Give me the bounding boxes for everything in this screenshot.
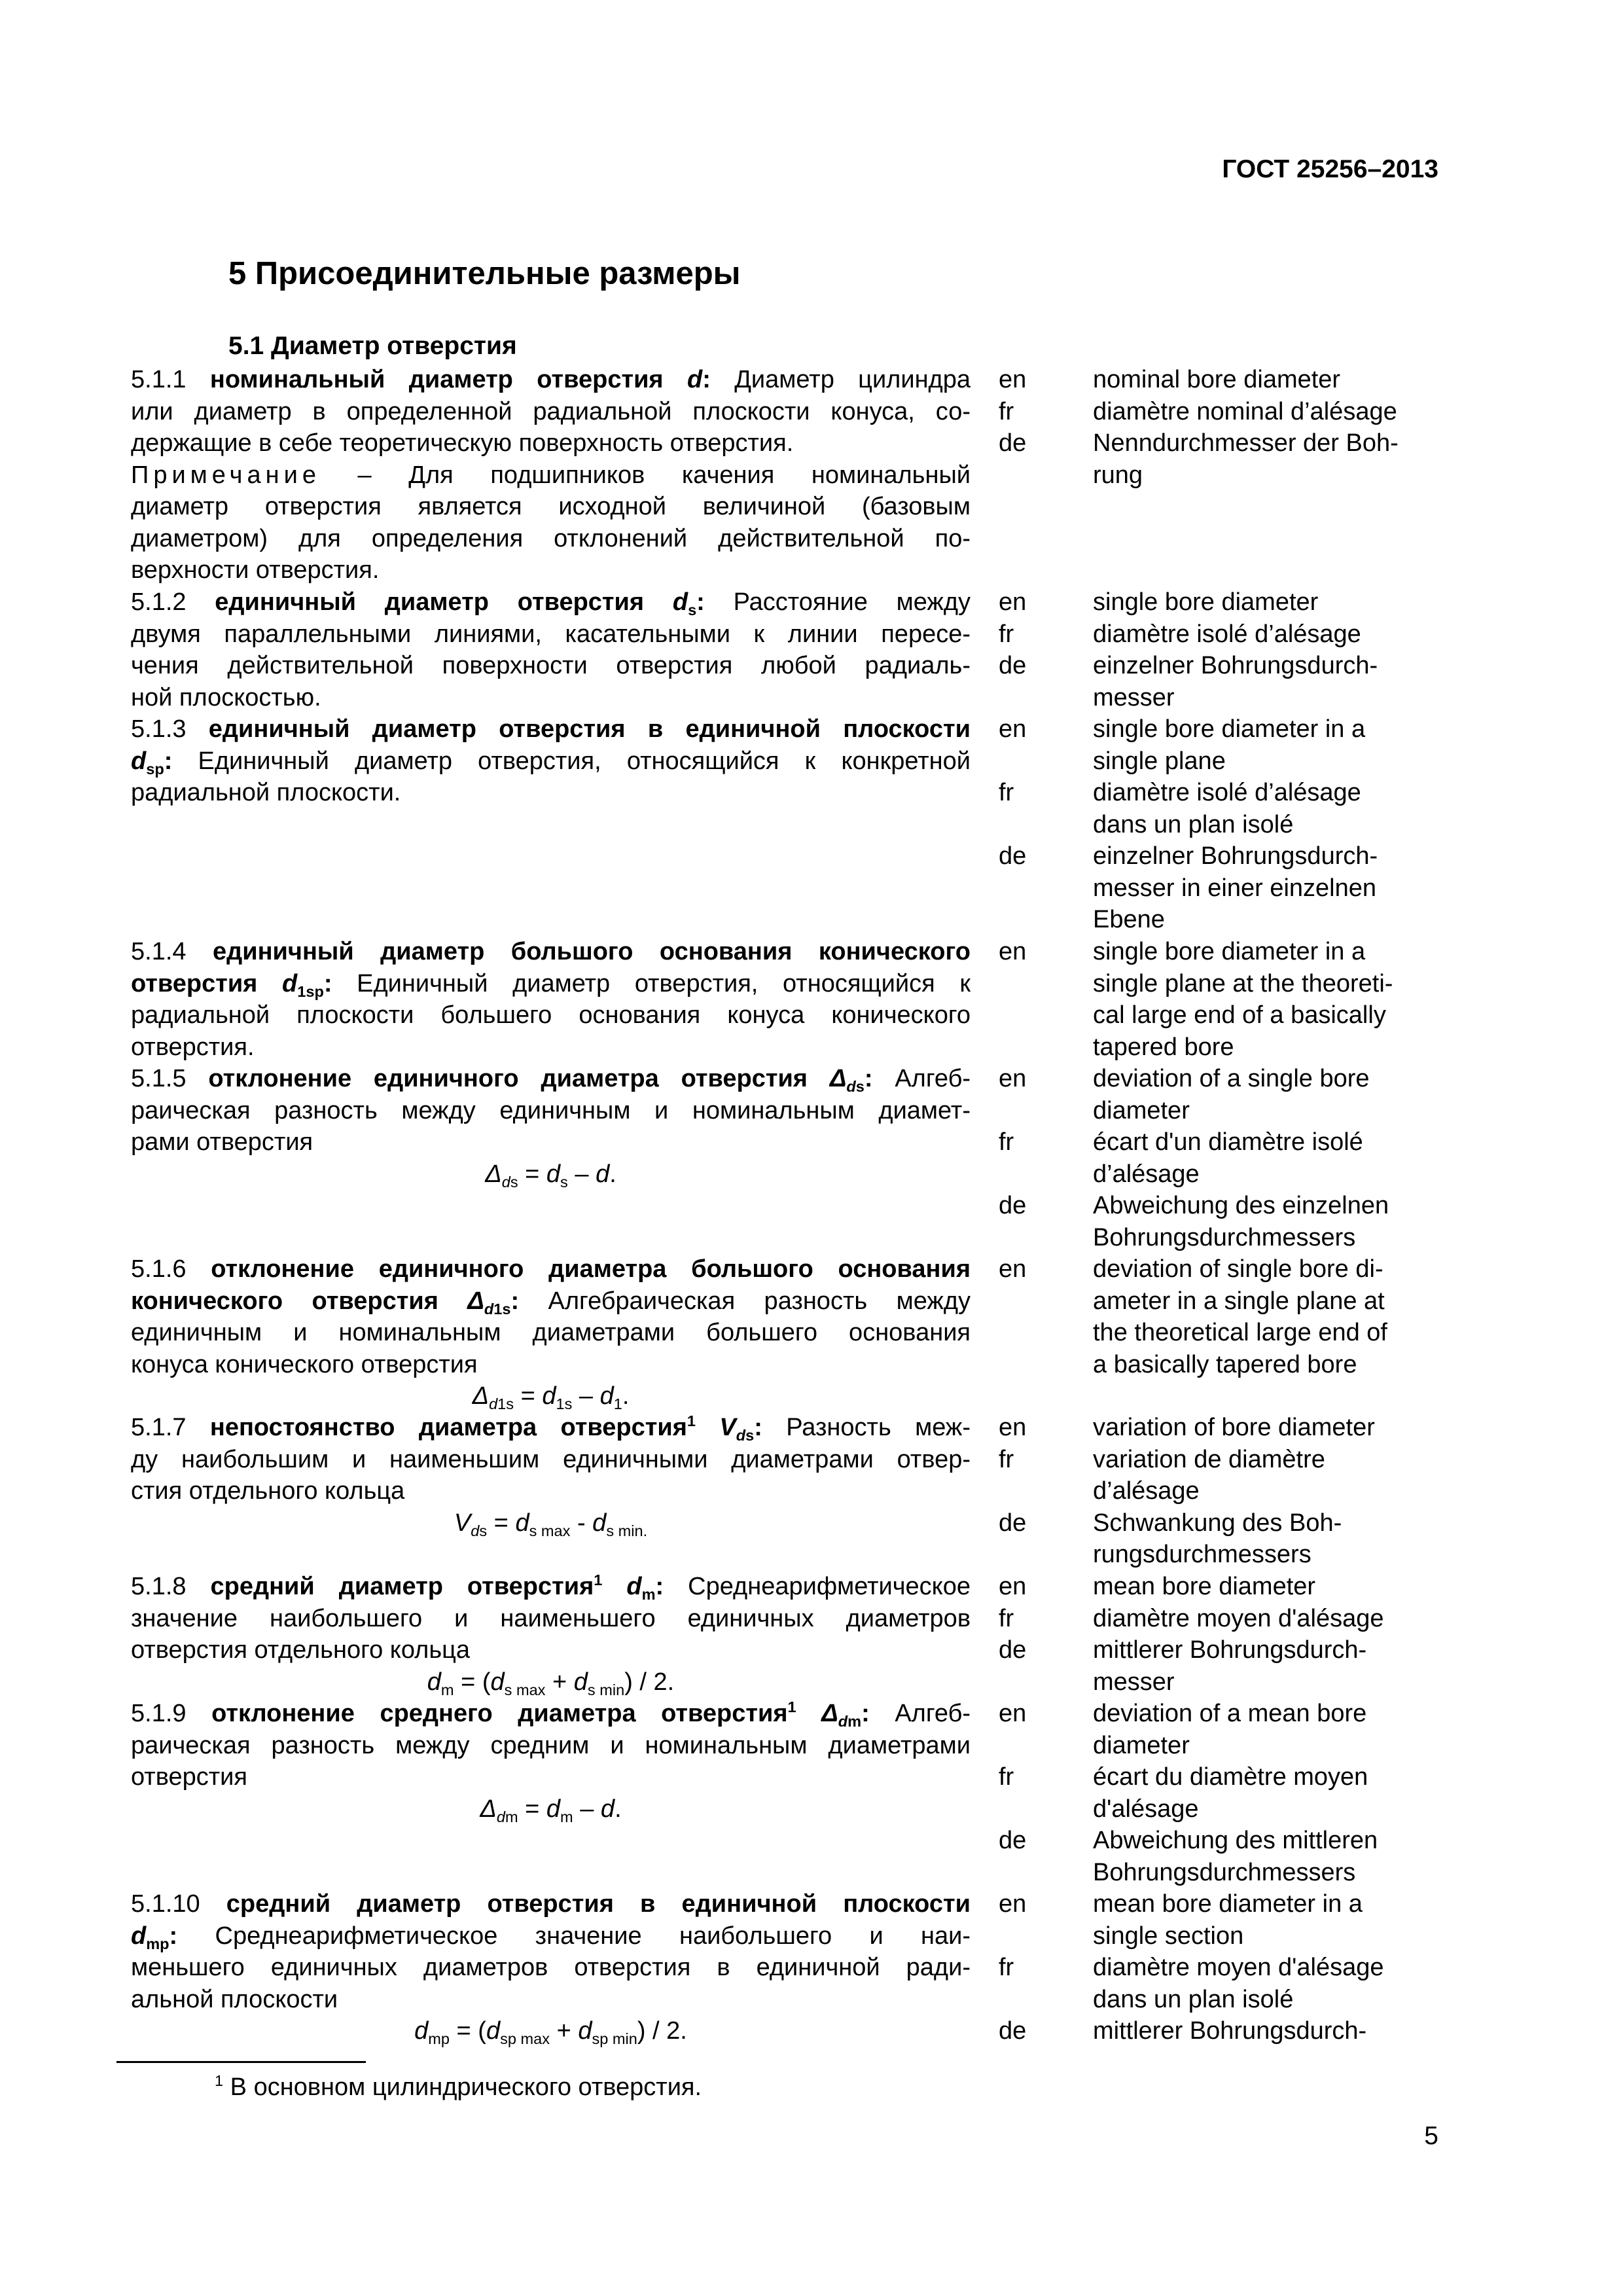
footnote [215, 2072, 702, 2103]
foreign-terms: deviation of single bore di- ameter in a single plane at the theoretical large end of a basically tapered bore [1093, 1255, 1387, 1378]
term-en: nominal bore diameter [1093, 366, 1341, 393]
russian-definition: 5.1.10 средний диаметр отверстия в единичной плоскости $d_{mp}$: Среднеарифметическое значение наибольшего и наи- меньшего единичных диаметров отверстия в единичной ради- альной плоскости $d_{mp} = (d_{sp max} + d_{sp min}) / 2$. [131, 1890, 971, 2048]
ru-line: ной плоскостью. [131, 683, 321, 711]
russian-definition: 5.1.2 единичный диаметр отверстия $d_s$: Расстояние между двумя параллельными линиями, касательными к линии пересе- чения действительной поверхности отверстия любой радиаль- ной плоскостью. [131, 586, 971, 713]
page-number: 5 [1424, 2122, 1438, 2150]
formula: $d_{mp} = (d_{sp max} + d_{sp min}) / 2$. [414, 2017, 687, 2048]
formula: $\Delta_{dm} = d_m - d$. [480, 1795, 622, 1825]
ru-line: раическая разность между единичным и номинальным диамет- [131, 1096, 971, 1124]
note-line: диаметром) для определения отклонений действительной по- [131, 524, 971, 552]
language-codes: en fr de [999, 1065, 1027, 1219]
term-de: rung [1093, 461, 1143, 489]
language-codes: en fr de [999, 1414, 1027, 1537]
language-codes: en [999, 1255, 1027, 1283]
ru-line: конуса конического отверстия [131, 1350, 478, 1378]
russian-definition: 5.1.9 отклонение среднего диаметра отверстия$^1$ $\Delta_{dm}$: Алгеб- раическая разность между средним и номинальным диаметрами отверстия $\Delta_{dm} = d_m - d$. [131, 1698, 971, 1825]
footnote-mark: 1 [215, 2072, 224, 2089]
ru-line: альной плоскости [131, 1985, 338, 2013]
language-codes: en fr de [999, 715, 1027, 870]
ru-line: стия отдельного кольца [131, 1477, 405, 1505]
term-fr: diamètre nominal d’alésage [1093, 397, 1397, 425]
ru-line: отверстия отдельного кольца [131, 1636, 471, 1664]
russian-definition: 5.1.6 отклонение единичного диаметра большого основания конического отверстия $\Delta_{d1s}$: Алгебраическая разность между единичным и номинальным диаметрами большего основания конуса конического отверстия $\Delta_{d1s} = d_{1s} - d_1$. [131, 1255, 971, 1413]
foreign-terms: deviation of a mean bore diameter écart du diamètre moyen d'alésage Abweichung des mittleren Bohrungsdurchmessers [1093, 1700, 1378, 1886]
ru-line: двумя параллельными линиями, касательными к линии пересе- [131, 620, 971, 648]
formula: $V_{ds} = d_{s max} - d_{s min.}$ [454, 1509, 648, 1539]
footnote-separator [116, 2061, 366, 2063]
foreign-terms: single bore diameter in a single plane at the theoreti- cal large end of a basically tapered bore [1093, 938, 1393, 1061]
ru-line: значение наибольшего и наименьшего единичных диаметров [131, 1604, 971, 1632]
formula: $\Delta_{d1s} = d_{1s} - d_1$. [472, 1382, 630, 1413]
language-codes: en fr de [999, 366, 1027, 457]
ru-line: меньшего единичных диаметров отверстия в единичной ради- [131, 1954, 971, 1981]
foreign-terms: mean bore diameter in a single section diamètre moyen d'alésage dans un plan isolé mittlerer Bohrungsdurch- [1093, 1890, 1384, 2045]
language-codes: en fr de [999, 588, 1027, 679]
russian-definition: 5.1.4 единичный диаметр большого основания конического отверстия $d_{1sp}$: Единичный диаметр отверстия, относящийся к радиальной плоскости большего основания конуса конического отверстия. [131, 936, 971, 1063]
language-codes: en fr de [999, 1700, 1027, 1854]
ru-line: раическая разность между средним и номинальным диаметрами [131, 1731, 971, 1759]
footnote-text: В основном цилиндрического отверстия. [230, 2073, 702, 2101]
foreign-terms: single bore diameter in a single plane diamètre isolé d’alésage dans un plan isolé einzelner Bohrungsdurch- messer in einer einzelnen Ebene [1093, 715, 1378, 933]
foreign-terms: deviation of a single bore diameter écart d'un diamètre isolé d’alésage Abweichung des einzelnen Bohrungsdurchmessers [1093, 1065, 1389, 1251]
russian-definition [131, 364, 971, 586]
note-label: Примечание [131, 461, 321, 489]
russian-definition: 5.1.8 средний диаметр отверстия$^1$ $d_m$: Среднеарифметическое значение наибольшего и наименьшего единичных диаметров отверстия отдельного кольца $d_m = (d_{s max} + d_{s min}) / 2$. [131, 1571, 971, 1698]
ru-line: отверстия. [131, 1033, 255, 1061]
ru-line: чения действительной поверхности отверстия любой радиаль- [131, 652, 971, 679]
russian-definition: 5.1.7 непостоянство диаметра отверстия$^1$ $V_{ds}$: Разность меж- ду наибольшим и наименьшим единичными диаметрами отвер- стия отдельного кольца $V_{ds} = d_{s max} - d_{s min.}$ [131, 1412, 971, 1539]
ru-line: 5.1.1 номинальный диаметр отверстия d: Диаметр цилиндра [131, 366, 971, 393]
ru-line: рами отверстия [131, 1128, 313, 1156]
language-codes: en fr de [999, 1890, 1027, 2045]
ru-line: единичным и номинальным диаметрами большего основания [131, 1319, 971, 1346]
russian-definition: 5.1.3 единичный диаметр отверстия в единичной плоскости $d_{sp}$: Единичный диаметр отверстия, относящийся к конкретной радиальной плоскости. [131, 713, 971, 809]
term-de: Nenndurchmesser der Boh- [1093, 429, 1399, 457]
formula: $d_m = (d_{s max} + d_{s min}) / 2$. [427, 1668, 675, 1698]
foreign-terms: variation of bore diameter variation de diamètre d’alésage Schwankung des Boh- rungsdurchmessers [1093, 1414, 1375, 1568]
ru-line: ду наибольшим и наименьшим единичными диаметрами отвер- [131, 1445, 971, 1473]
note-line: Примечание – Для подшипников качения номинальный [131, 461, 971, 489]
formula: $\Delta_{ds} = d_s - d$. [485, 1160, 616, 1191]
russian-definition: 5.1.5 отклонение единичного диаметра отверстия $\Delta_{ds}$: Алгеб- раическая разность между единичным и номинальным диамет- рами отверстия $\Delta_{ds} = d_s - d$. [131, 1065, 971, 1191]
foreign-terms: mean bore diameter diamètre moyen d'alésage mittlerer Bohrungsdurch- messer [1093, 1573, 1384, 1696]
foreign-terms: single bore diameter diamètre isolé d’alésage einzelner Bohrungsdurch- messer [1093, 588, 1378, 711]
ru-line: держащие в себе теоретическую поверхность отверстия. [131, 429, 794, 457]
subsection-title: 5.1 Диаметр отверстия [228, 332, 517, 360]
section-title: 5 Присоединительные размеры [228, 256, 741, 291]
ru-line: отверстия [131, 1763, 247, 1791]
note-line: верхности отверстия. [131, 556, 380, 584]
ru-line: или диаметр в определенной радиальной плоскости конуса, со- [131, 397, 971, 425]
language-codes: en fr de [999, 1573, 1027, 1664]
language-codes: en [999, 938, 1027, 965]
document-header: ГОСТ 25256–2013 [1222, 155, 1438, 183]
ru-line: радиальной плоскости. [131, 779, 401, 806]
foreign-terms [1093, 364, 1499, 491]
note-line: диаметр отверстия является исходной величиной (базовым [131, 493, 971, 520]
ru-line: радиальной плоскости большего основания конуса конического [131, 1001, 971, 1029]
